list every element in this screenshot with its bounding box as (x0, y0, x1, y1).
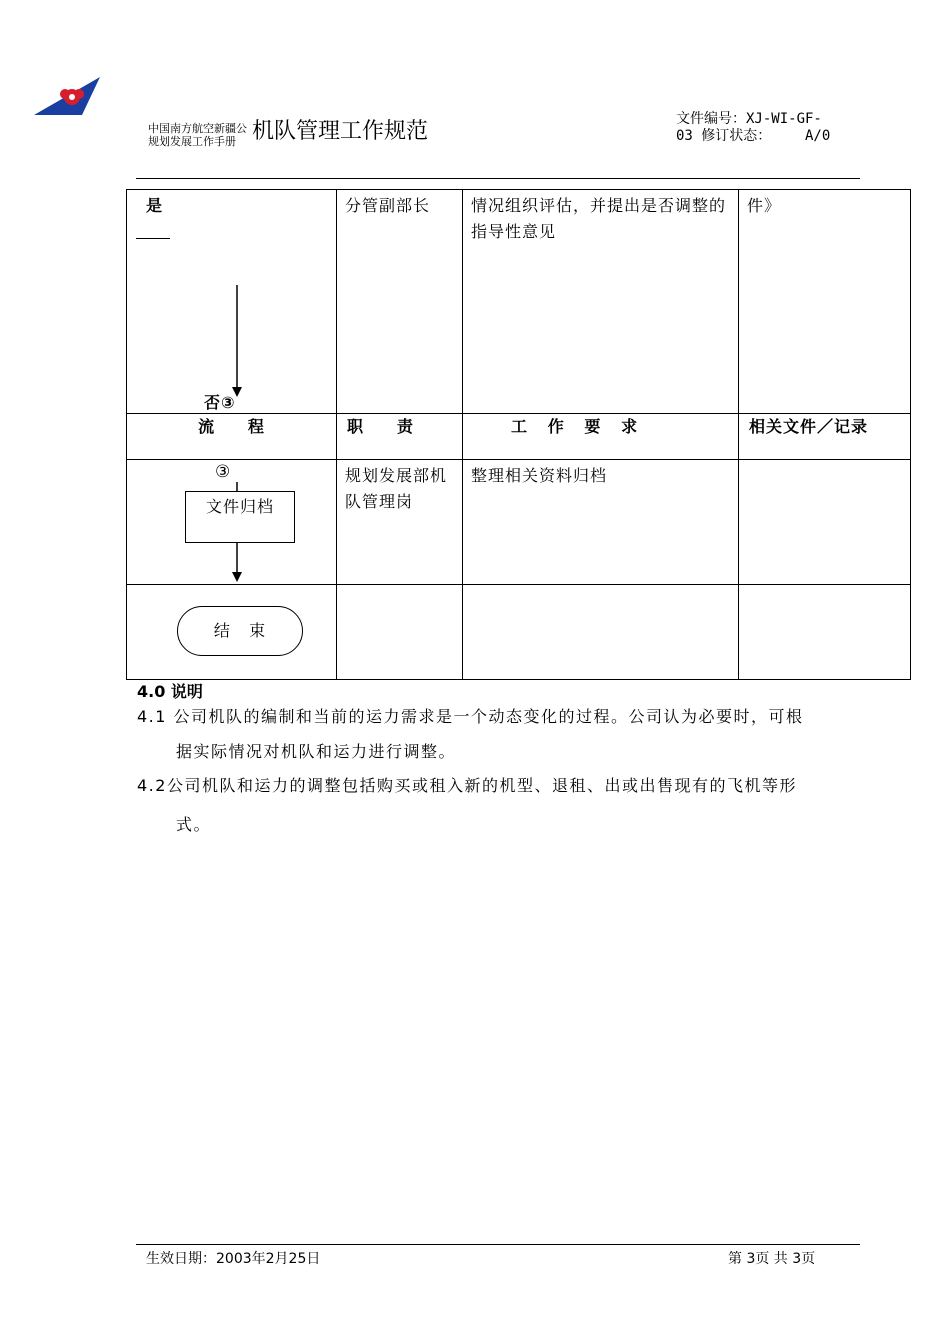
page-number: 第 3页 共 3页 (728, 1251, 816, 1267)
responsibility-cell: 分管副部长 (337, 190, 463, 414)
table-row (127, 460, 911, 585)
requirement-cell: 整理相关资料归档 (463, 460, 739, 585)
paragraph-4-1: 4.1 公司机队的编制和当前的运力需求是一个动态变化的过程。公司认为必要时，可根 (137, 707, 804, 726)
flow-cell (127, 190, 337, 414)
records-cell (739, 460, 911, 585)
section-heading: 4.0 说明 (137, 682, 203, 701)
procedure-table (126, 189, 911, 680)
flow-connector-label: ③ (215, 462, 232, 482)
table-row (127, 585, 911, 680)
document-title: 机队管理工作规范 (252, 119, 429, 144)
flow-branch-line (136, 238, 170, 239)
flow-cell (127, 585, 337, 680)
effective-date: 生效日期：2003年2月25日 (146, 1251, 321, 1267)
header-responsibility: 职 责 (337, 414, 463, 460)
flow-yes-label: 是 (146, 196, 164, 215)
paragraph-4-2-cont: 式。 (176, 815, 212, 834)
flow-end-terminator: 结 束 (177, 606, 303, 656)
footer-divider (136, 1244, 860, 1245)
flow-down-arrow-icon (229, 285, 245, 397)
table-header-row (127, 414, 911, 460)
responsibility-cell (337, 585, 463, 680)
document-number: 文件编号：XJ-WI-GF- 03 修订状态： A/0 (676, 111, 831, 144)
company-name: 中国南方航空新疆公 规划发展工作手册 (148, 122, 247, 148)
header-flow: 流 程 (127, 414, 337, 460)
paragraph-4-1-cont: 据实际情况对机队和运力进行调整。 (176, 742, 457, 761)
header-requirement: 工 作 要 求 (463, 414, 739, 460)
header-divider (136, 178, 860, 179)
flow-no-label: 否③ (204, 393, 236, 412)
table-row (127, 190, 911, 414)
records-cell (739, 585, 911, 680)
flow-process-label: 文件归档 (205, 497, 274, 516)
flow-process-box (185, 491, 295, 543)
flow-cell (127, 460, 337, 585)
requirement-cell: 情况组织评估，并提出是否调整的指导性意见 (463, 190, 739, 414)
paragraph-4-2: 4.2公司机队和运力的调整包括购买或租入新的机型、退租、出或出售现有的飞机等形 (137, 776, 797, 795)
records-cell: 件》 (739, 190, 911, 414)
requirement-cell (463, 585, 739, 680)
header-records: 相关文件／记录 (739, 414, 911, 460)
responsibility-cell: 规划发展部机队管理岗 (337, 460, 463, 585)
airline-logo-icon (34, 77, 100, 117)
